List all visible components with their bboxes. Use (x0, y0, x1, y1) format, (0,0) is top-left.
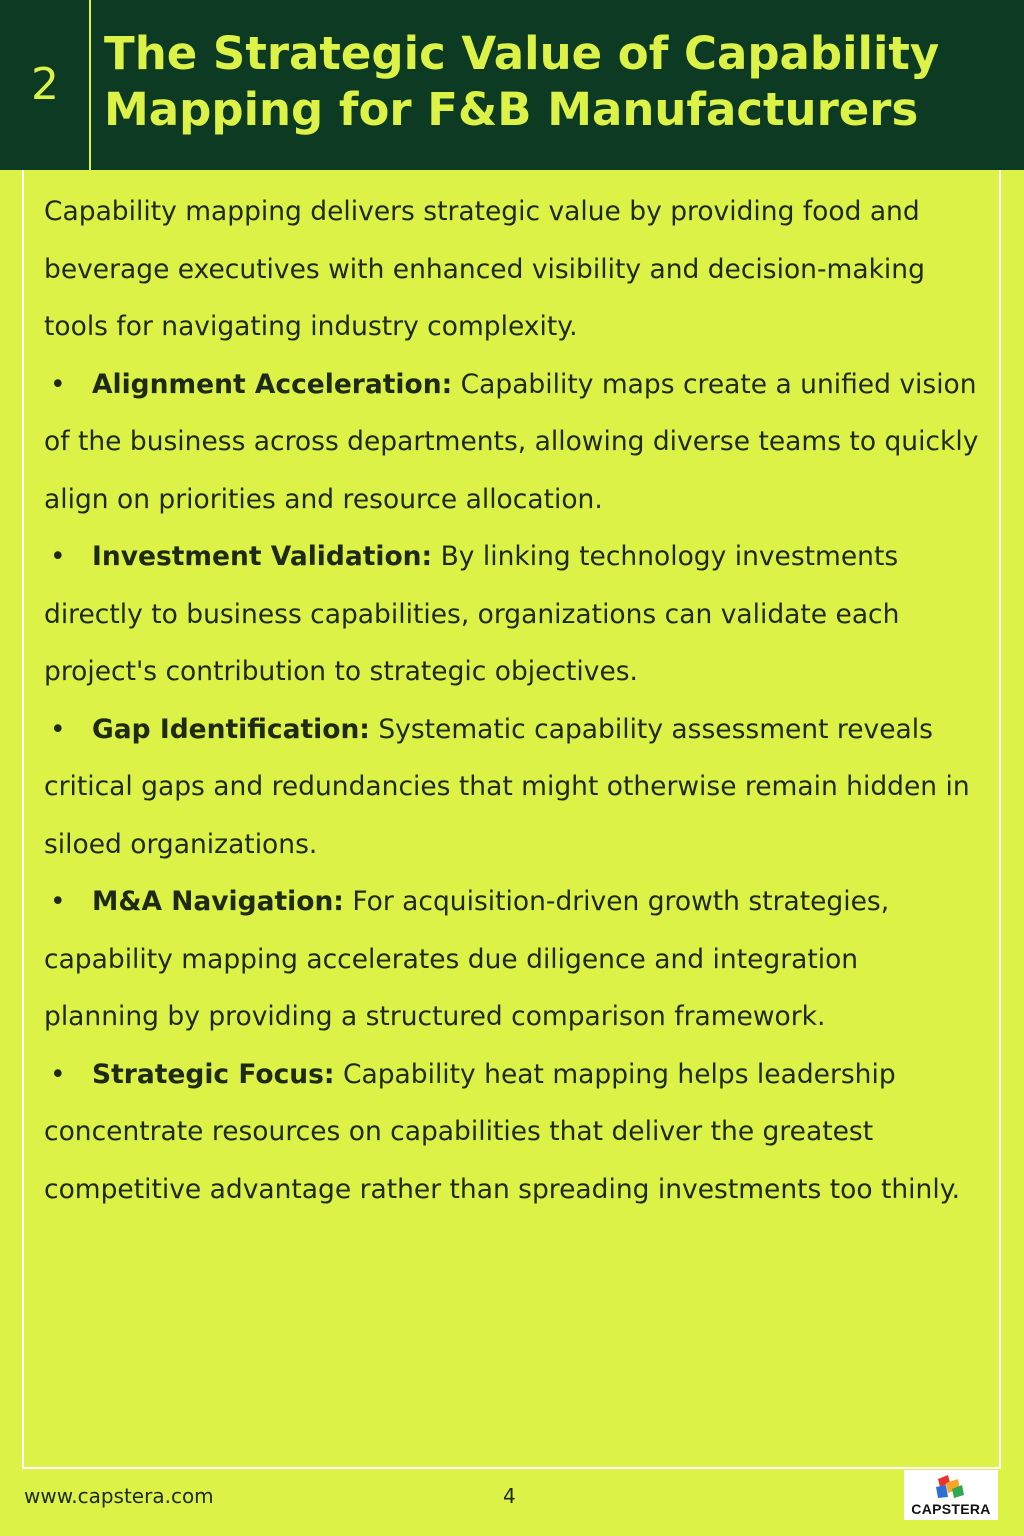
page-title: The Strategic Value of Capability Mapping for F&B Manufacturers (104, 27, 940, 136)
bullet-term: Investment Validation: (92, 541, 433, 572)
bullet-text: Systematic capability assessment reveals critical gaps and redundancies that might otherwise remain hidden in siloed organizations. (44, 713, 970, 860)
header-divider (89, 0, 91, 170)
intro-paragraph: Capability mapping delivers strategic value by providing food and beverage executives with enhanced visibility and decision-making tools for navigating industry complexity. (44, 196, 925, 342)
footer-website-link[interactable]: www.capstera.com (24, 1484, 214, 1508)
capstera-logo (904, 1470, 998, 1520)
bullet-marker: • (50, 541, 66, 572)
bullet-text: For acquisition-driven growth strategies, capability mapping accelerates due diligence and integration planning by providing a structured comparison framework. (44, 886, 890, 1032)
bullet-item-strategic-focus (44, 1046, 979, 1219)
section-number: 2 (31, 59, 59, 110)
capstera-logo-icon (924, 1473, 974, 1499)
bullet-item-ma-navigation (44, 873, 979, 1046)
bullet-marker: • (50, 368, 66, 400)
bullet-marker: • (50, 713, 66, 745)
logo-text: CAPSTERA (911, 1501, 991, 1517)
bullet-marker: • (50, 886, 66, 917)
bullet-marker: • (50, 1058, 66, 1090)
bullet-term: Gap Identification: (92, 713, 370, 745)
bullet-text: Capability heat mapping helps leadership concentrate resources on capabilities that deliver the greatest competitive advantage rather than spreading investments too thinly. (44, 1058, 961, 1205)
bullet-term: M&A Navigation: (92, 886, 344, 917)
bullet-text: Capability maps create a unified vision of the business across departments, allowing diverse teams to quickly align on priorities and resource allocation. (44, 368, 979, 515)
bullet-item-investment-validation (44, 528, 979, 701)
bullet-term: Strategic Focus: (92, 1058, 335, 1090)
page-header (0, 0, 1024, 170)
page-number: 4 (503, 1484, 516, 1508)
bullet-list (44, 356, 979, 1219)
bullet-text: By linking technology investments directly to business capabilities, organizations can validate each project's contribution to strategic objectives. (44, 541, 900, 687)
content-body (44, 183, 979, 1218)
bullet-term: Alignment Acceleration: (92, 368, 453, 400)
bullet-item-gap-identification (44, 701, 979, 874)
bullet-item-alignment-acceleration (44, 356, 979, 529)
